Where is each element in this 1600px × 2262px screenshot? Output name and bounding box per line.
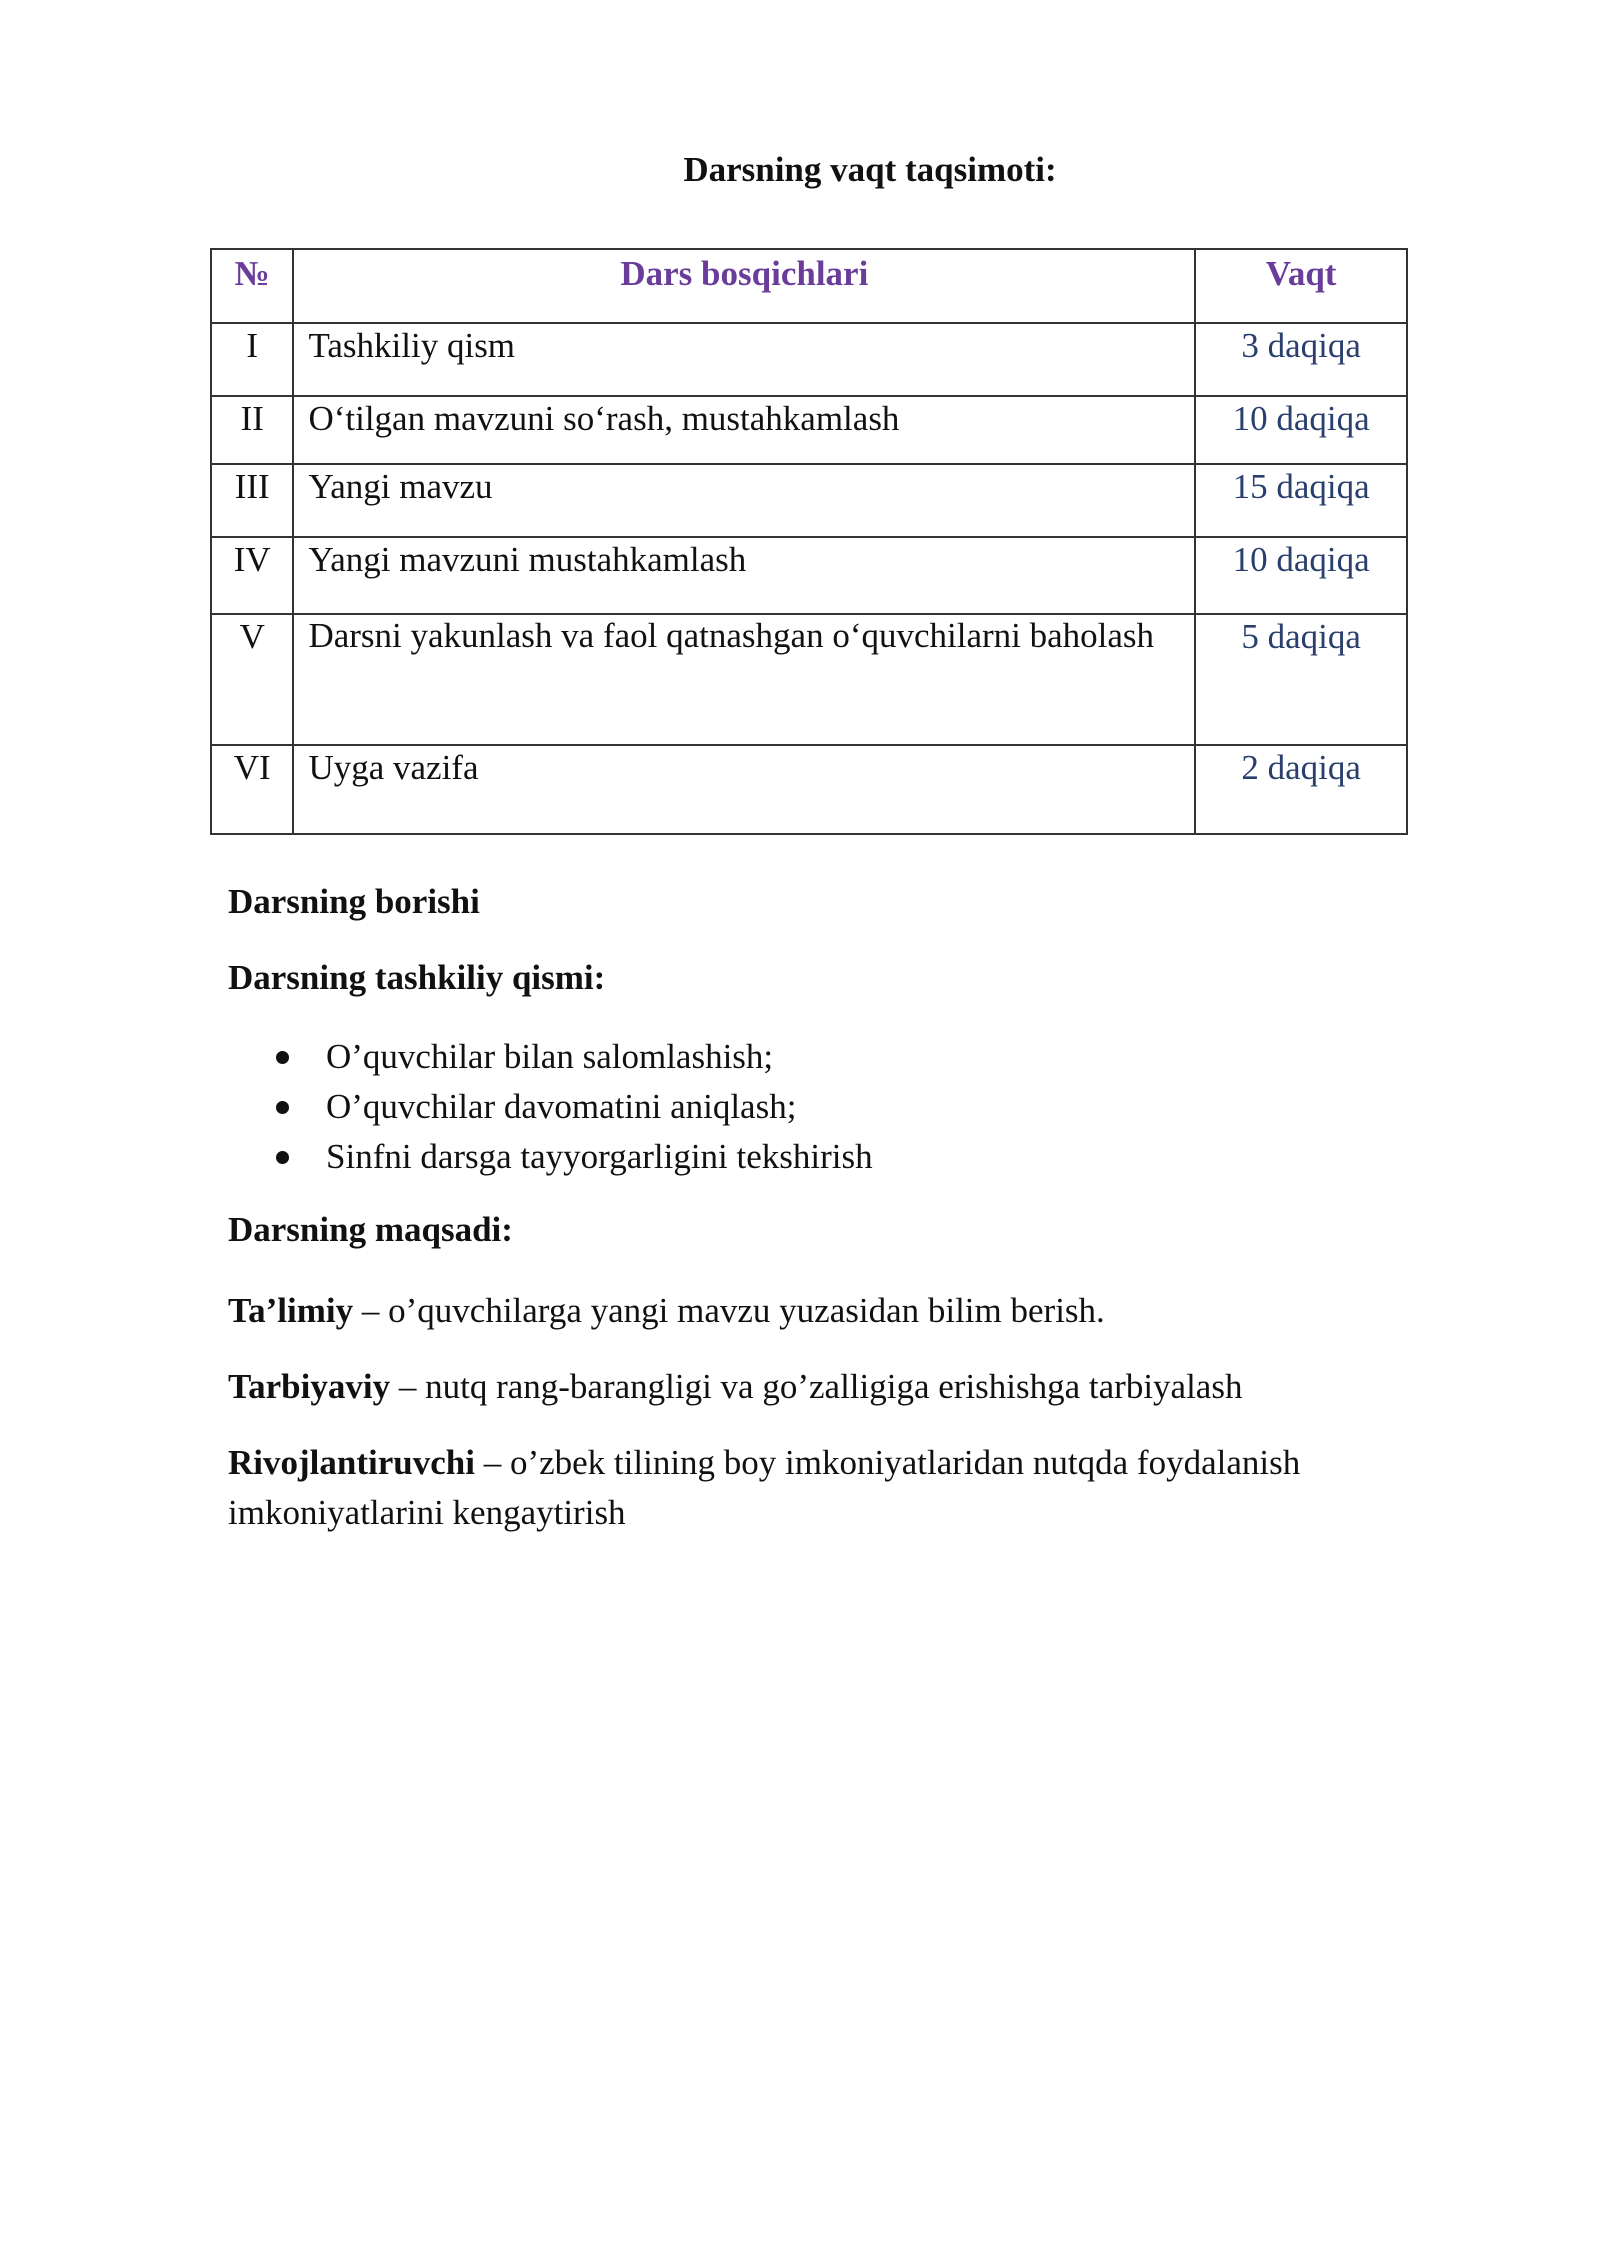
header-stages: Dars bosqichlari	[293, 249, 1195, 323]
list-item	[228, 1132, 873, 1182]
list-item-text: O’quvchilar bilan salomlashish;	[326, 1037, 774, 1076]
row-time: 10 daqiqa	[1195, 396, 1407, 464]
header-number: №	[211, 249, 293, 323]
row-time: 2 daqiqa	[1195, 745, 1407, 834]
bullet-icon	[276, 1151, 289, 1164]
row-time: 15 daqiqa	[1195, 464, 1407, 537]
row-stage-text: Darsni yakunlash va faol qatnashgan o‘quvchilarni baholash	[308, 616, 1155, 655]
goal-term: Tarbiyaviy	[228, 1367, 391, 1406]
section-heading-borishi: Darsning borishi	[228, 882, 480, 921]
goal-text: – o’quvchilarga yangi mavzu yuzasidan bilim berish.	[353, 1291, 1105, 1330]
goal-rivojlantiruvchi	[228, 1438, 1408, 1538]
table-row	[211, 323, 1407, 396]
row-number: III	[211, 464, 293, 537]
goal-term: Ta’limiy	[228, 1291, 354, 1330]
table-header-row	[211, 249, 1407, 323]
list-item-text: Sinfni darsga tayyorgarligini tekshirish	[326, 1137, 873, 1176]
row-stage: Yangi mavzuni mustahkamlash	[293, 537, 1195, 614]
table-row	[211, 745, 1407, 834]
goal-text: – nutq rang-barangligi va go’zalligiga erishishga tarbiyalash	[390, 1367, 1243, 1406]
section-heading-maqsad: Darsning maqsadi:	[228, 1210, 513, 1249]
table-row	[211, 614, 1407, 745]
bullet-icon	[276, 1101, 289, 1114]
row-stage: Uyga vazifa	[293, 745, 1195, 834]
time-schedule-table	[210, 248, 1408, 835]
organizational-bullet-list	[228, 1032, 873, 1182]
bullet-icon	[276, 1051, 289, 1064]
goal-term: Rivojlantiruvchi	[228, 1443, 475, 1482]
row-number: I	[211, 323, 293, 396]
row-number: VI	[211, 745, 293, 834]
list-item-text: O’quvchilar davomatini aniqlash;	[326, 1087, 797, 1126]
row-stage: Yangi mavzu	[293, 464, 1195, 537]
row-number: II	[211, 396, 293, 464]
table-row	[211, 396, 1407, 464]
goal-text: – o’zbek tilining boy imkoniyatlaridan nutqda foydalanish imkoniyatlarini kengaytirish	[228, 1443, 1301, 1532]
table-row	[211, 464, 1407, 537]
row-time: 3 daqiqa	[1195, 323, 1407, 396]
list-item	[228, 1032, 873, 1082]
row-time: 5 daqiqa	[1195, 614, 1407, 745]
row-time: 10 daqiqa	[1195, 537, 1407, 614]
row-stage	[293, 614, 1195, 745]
goal-talimiy	[228, 1286, 1408, 1336]
row-stage: Tashkiliy qism	[293, 323, 1195, 396]
row-number: IV	[211, 537, 293, 614]
row-stage: O‘tilgan mavzuni so‘rash, mustahkamlash	[293, 396, 1195, 464]
header-time: Vaqt	[1195, 249, 1407, 323]
section-heading-tashkiliy: Darsning tashkiliy qismi:	[228, 958, 606, 997]
document-title: Darsning vaqt taqsimoti:	[683, 150, 1057, 189]
row-number: V	[211, 614, 293, 745]
list-item	[228, 1082, 873, 1132]
goal-tarbiyaviy	[228, 1362, 1408, 1412]
